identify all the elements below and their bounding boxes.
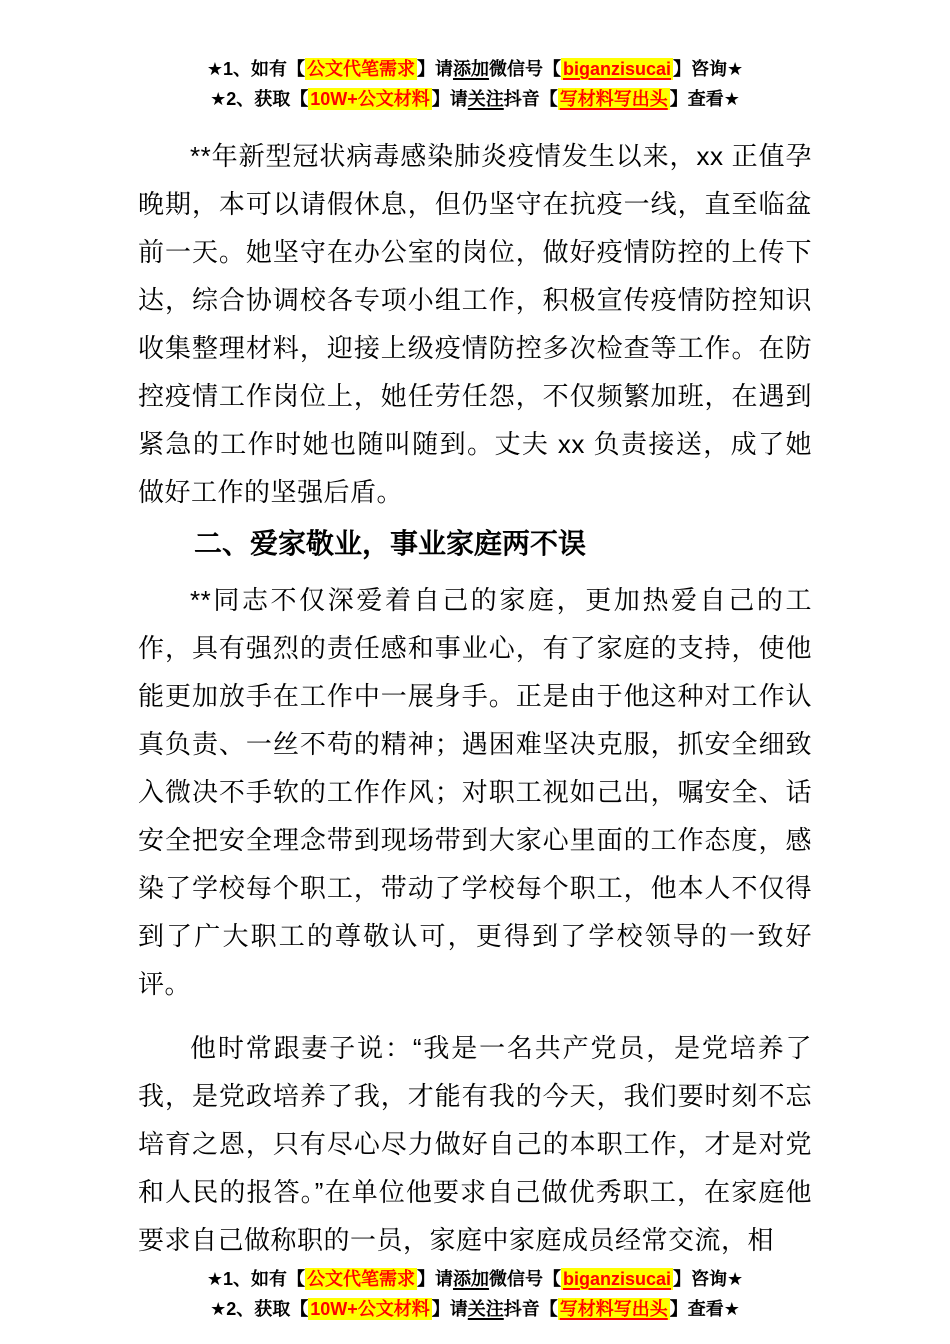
- promo-keyword-materials: 10W+公文材料: [310, 1299, 430, 1319]
- promo-text: 】咨询★: [673, 1269, 744, 1289]
- promo-text: 抖音【: [503, 1299, 558, 1319]
- promo-text: ★2、获取【: [210, 89, 309, 109]
- promo-text: 】咨询★: [673, 59, 744, 79]
- promo-action-follow: 关注: [467, 1299, 504, 1319]
- promo-text: 】查看★: [669, 89, 740, 109]
- wechat-id: biganzisucai: [562, 59, 672, 79]
- promo-line-2: [138, 84, 812, 114]
- promo-keyword-ghostwriting: 公文代笔需求: [306, 59, 415, 79]
- document-body: [138, 132, 812, 1264]
- paragraph: **年新型冠状病毒感染肺炎疫情发生以来，xx 正值孕晚期，本可以请假休息，但仍坚守在抗疫一线，直至临盆前一天。她坚守在办公室的岗位，做好疫情防控的上传下达，综合协调校各专项小组工作，积极宣传疫情防控知识收集整理材料，迎接上级疫情防控多次检查等工作。在防控疫情工作岗位上，她任劳任怨，不仅频繁加班，在遇到紧急的工作时她也随叫随到。丈夫 xx 负责接送，成了她做好工作的坚强后盾。: [138, 141, 812, 507]
- section-heading: 二、爱家敬业，事业家庭两不误: [194, 528, 587, 559]
- promo-keyword-ghostwriting: 公文代笔需求: [306, 1269, 415, 1289]
- promo-banner-top: [138, 54, 812, 114]
- promo-text: 】查看★: [669, 1299, 740, 1319]
- promo-banner-bottom: [138, 1264, 812, 1324]
- paragraph: **同志不仅深爱着自己的家庭，更加热爱自己的工作，具有强烈的责任感和事业心，有了家庭的支持，使他能更加放手在工作中一展身手。正是由于他这种对工作认真负责、一丝不苟的精神；遇困难坚决克服，抓安全细致入微决不手软的工作作风；对职工视如己出，嘱安全、话安全把安全理念带到现场带到大家心里面的工作态度，感染了学校每个职工，带动了学校每个职工，他本人不仅得到了广大职工的尊敬认可，更得到了学校领导的一致好评。: [138, 585, 812, 999]
- promo-text: 】请: [416, 59, 453, 79]
- promo-text: 】请: [431, 1299, 468, 1319]
- promo-text: ★1、如有【: [206, 1269, 305, 1289]
- promo-line-1: [138, 1264, 812, 1294]
- promo-text: 】请: [416, 1269, 453, 1289]
- promo-text: ★1、如有【: [206, 59, 305, 79]
- promo-action-add: 添加: [452, 1269, 489, 1289]
- promo-text: 抖音【: [503, 89, 558, 109]
- promo-line-2: [138, 1294, 812, 1324]
- promo-text: 】请: [431, 89, 468, 109]
- promo-action-add: 添加: [452, 59, 489, 79]
- promo-action-follow: 关注: [467, 89, 504, 109]
- promo-line-1: [138, 54, 812, 84]
- promo-text: 微信号【: [488, 59, 561, 79]
- douyin-account-name: 写材料写出头: [559, 89, 668, 109]
- douyin-account-name: 写材料写出头: [559, 1299, 668, 1319]
- promo-keyword-materials: 10W+公文材料: [310, 89, 430, 109]
- wechat-id: biganzisucai: [562, 1269, 672, 1289]
- promo-text: 微信号【: [488, 1269, 561, 1289]
- promo-text: ★2、获取【: [210, 1299, 309, 1319]
- paragraph: 他时常跟妻子说：“我是一名共产党员，是党培养了我，是党政培养了我，才能有我的今天，我们要时刻不忘培育之恩，只有尽心尽力做好自己的本职工作，才是对党和人民的报答。”在单位他要求自己做优秀职工，在家庭他要求自己做称职的一员，家庭中家庭成员经常交流，相: [138, 1033, 812, 1255]
